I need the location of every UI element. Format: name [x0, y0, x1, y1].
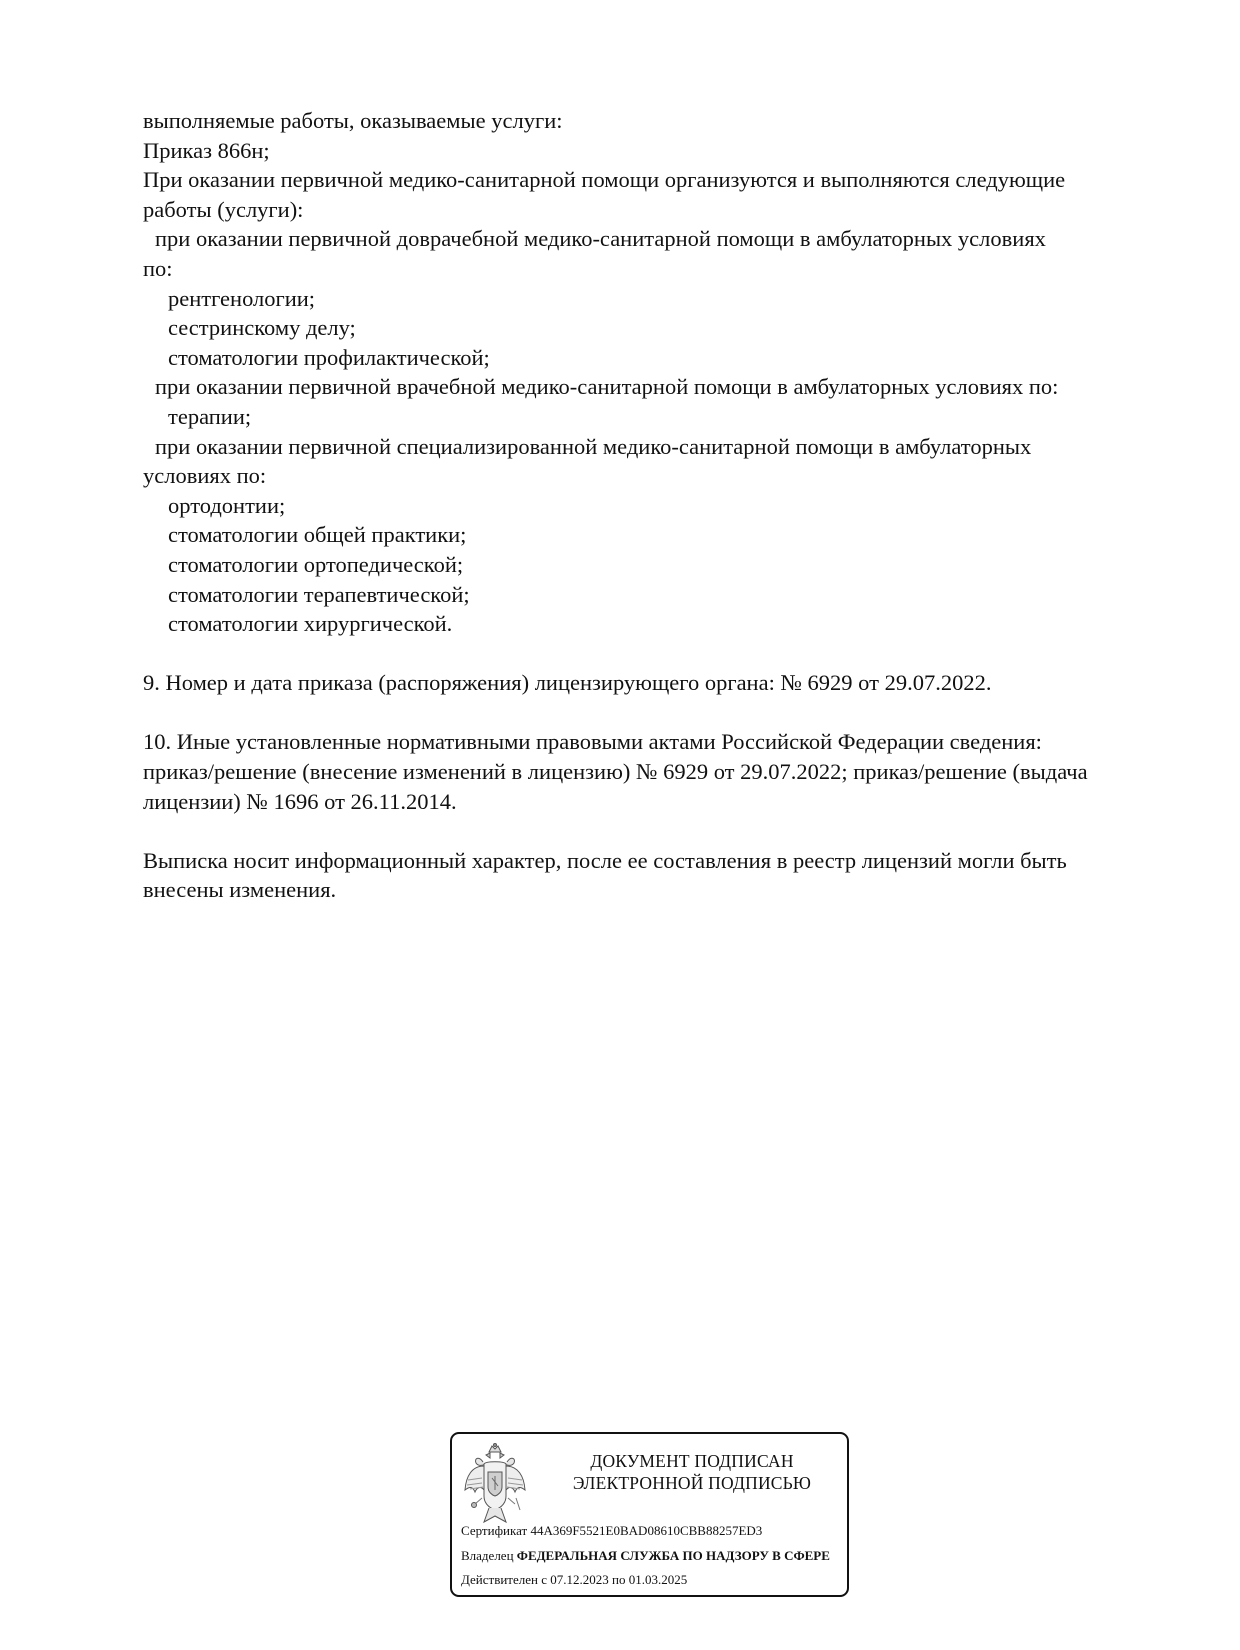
text-line-11: терапии;: [168, 403, 252, 429]
text-line-9: стоматологии профилактической;: [168, 344, 490, 370]
certificate-info: [461, 1523, 762, 1539]
text-line-12: при оказании первичной специализированной медико-санитарной помощи в амбулаторных: [155, 433, 1032, 459]
blank-line: [143, 816, 1163, 846]
text-line-5: при оказании первичной доврачебной медико-санитарной помощи в амбулаторных условиях: [155, 226, 1046, 252]
text-line-24: лицензии) № 1696 от 26.11.2014.: [143, 788, 457, 814]
stamp-title: [552, 1450, 832, 1494]
text-line-17: стоматологии терапевтической;: [168, 581, 470, 607]
certificate-value: 44A369F5521E0BAD08610CBB88257ED3: [530, 1523, 763, 1538]
owner-label: Владелец: [461, 1548, 517, 1563]
text-line-8: сестринскому делу;: [168, 315, 356, 341]
text-line-6: по:: [143, 255, 173, 281]
text-line-27: внесены изменения.: [143, 877, 337, 903]
text-line-22: 10. Иные установленные нормативными правовыми актами Российской Федерации сведения:: [143, 729, 1042, 755]
text-line-15: стоматологии общей практики;: [168, 522, 467, 548]
owner-info: [461, 1548, 830, 1564]
text-line-26: Выписка носит информационный характер, после ее составления в реестр лицензий могли быть: [143, 847, 1067, 873]
text-line-10: при оказании первичной врачебной медико-санитарной помощи в амбулаторных условиях по:: [155, 374, 1059, 400]
text-line-2: Приказ 866н;: [143, 137, 270, 163]
russian-coat-of-arms-icon: [462, 1442, 528, 1526]
text-line-1: выполняемые работы, оказываемые услуги:: [143, 108, 563, 133]
text-line-13: условиях по:: [143, 463, 267, 489]
electronic-signature-stamp: [450, 1432, 849, 1597]
text-line-20: 9. Номер и дата приказа (распоряжения) лицензирующего органа: № 6929 от 29.07.2022.: [143, 670, 992, 696]
owner-value: ФЕДЕРАЛЬНАЯ СЛУЖБА ПО НАДЗОРУ В СФЕРЕ: [516, 1548, 830, 1563]
blank-line: [143, 698, 1163, 728]
text-line-4: работы (услуги):: [143, 196, 304, 222]
text-line-7: рентгенологии;: [168, 285, 316, 311]
text-line-23: приказ/решение (внесение изменений в лицензию) № 6929 от 29.07.2022; приказ/решение (выдача: [143, 759, 1088, 785]
text-line-18: стоматологии хирургической.: [168, 611, 453, 637]
stamp-title-line-1: ДОКУМЕНТ ПОДПИСАН: [590, 1451, 794, 1471]
validity-period: Действителен с 07.12.2023 по 01.03.2025: [461, 1572, 688, 1587]
text-line-3: При оказании первичной медико-санитарной помощи организуются и выполняются следующие: [143, 167, 1066, 193]
text-line-16: стоматологии ортопедической;: [168, 551, 464, 577]
stamp-title-line-2: ЭЛЕКТРОННОЙ ПОДПИСЬЮ: [572, 1473, 812, 1493]
certificate-label: Сертификат: [461, 1523, 531, 1538]
blank-line: [143, 639, 1163, 669]
text-line-14: ортодонтии;: [168, 492, 286, 518]
document-body: [143, 106, 1163, 905]
